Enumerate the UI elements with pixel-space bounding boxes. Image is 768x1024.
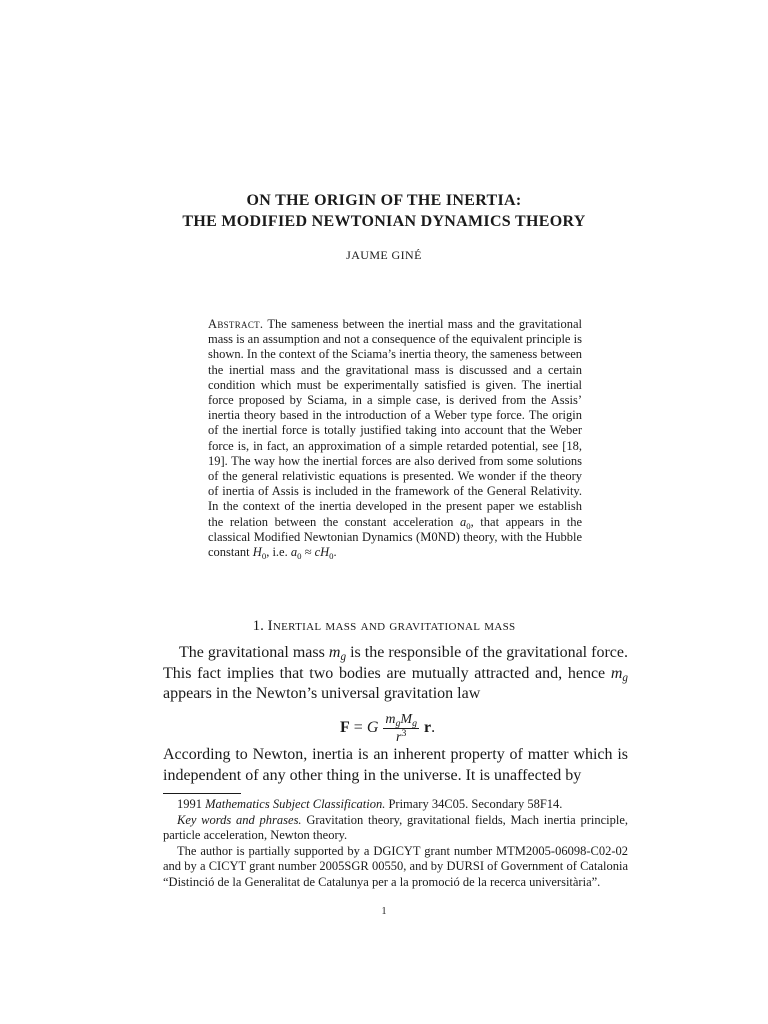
equation-fraction	[383, 712, 419, 745]
math-mg2-symbol: m	[610, 664, 623, 682]
title-line-2: THE MODIFIED NEWTONIAN DYNAMICS THEORY	[182, 213, 586, 230]
abstract-text-4: .	[333, 545, 337, 560]
footnotes	[163, 797, 628, 890]
math-relation-a: a	[290, 545, 298, 560]
body-paragraph-2: According to Newton, inertia is an inherent property of matter which is independent of any other thing in the universe. It is unaffected by	[163, 746, 628, 784]
footnote-msc-text: Primary 34C05. Secondary 58F14.	[385, 797, 563, 811]
section-number: 1.	[252, 618, 264, 634]
math-relation-a-subscript: 0	[297, 551, 302, 562]
math-relation-rest: ≈ cH	[301, 545, 330, 560]
paragraph1-text-3: appears in the Newton’s universal gravitation law	[163, 685, 481, 702]
math-a0-symbol: a	[459, 514, 467, 529]
footnote-msc-year: 1991	[177, 797, 206, 811]
section-title: Inertial mass and gravitational mass	[267, 618, 516, 634]
equation-exponent: 3	[401, 727, 407, 739]
math-relation-rest-subscript: 0	[329, 551, 334, 562]
paragraph1-text-1: The gravitational mass	[179, 644, 329, 661]
math-mg-symbol: m	[328, 644, 341, 661]
body-paragraph-1	[163, 643, 628, 705]
author-name: JAUME GINÉ	[346, 248, 422, 262]
equation-mg: m	[385, 711, 396, 727]
equation-period: .	[431, 719, 436, 736]
footnote-keywords-label: Key words and phrases.	[177, 812, 302, 827]
title-line-1: ON THE ORIGIN OF THE INERTIA:	[246, 192, 522, 209]
paragraph1-text-2: is the responsible of the gravitational force. This fact implies that two bodies are mutually attracted and, hence	[163, 644, 629, 682]
footnote-msc	[163, 797, 628, 813]
equation-numerator	[383, 712, 419, 729]
paper-title	[0, 190, 768, 232]
math-h0-subscript: 0	[261, 551, 267, 562]
equation-force-vector: F	[340, 719, 350, 736]
footnote-rule	[163, 793, 241, 794]
equation-r-vector: r	[423, 719, 432, 736]
abstract-text-2: , that appears in the classical Modified Newtonian Dynamics (M0ND) theory, with the Hubble constant	[208, 514, 582, 560]
section-heading	[0, 618, 768, 635]
footnote-msc-label: Mathematics Subject Classification.	[205, 797, 386, 811]
abstract-text-1: The sameness between the inertial mass and the gravitational mass is an assumption and not a consequence of the equivalent principle is shown. In the context of the Sciama’s inertia theory, the sameness between the inertial mass and the gravitational mass is discussed and a certain condition which must be experimentally satisfied is given. The inertial force proposed by Sciama, in a simple case, is derived from the Assis’ inertia theory based in the introduction of a Weber type force. The origin of the inertial force is totally justified taking into account that the Weber force is, in fact, an approximation of a simple retarded potential, see [18, 19]. The way how the inertial forces are also derived from some solutions of the general relativistic equations is presented. We wonder if the theory of inertia of Assis is included in the framework of the General Relativity. In the context of the inertia developed in the present paper we establish the relation between the constant acceleration	[208, 317, 582, 529]
footnote-keywords	[163, 813, 628, 844]
equation-mg-subscript: g	[395, 717, 401, 729]
equation-denominator	[396, 729, 406, 745]
equation-Mg: M	[400, 711, 413, 727]
equation-Mg-subscript: g	[412, 717, 417, 729]
equation-equals: =	[349, 719, 367, 736]
equation-r: r	[396, 729, 402, 745]
page-number: 1	[381, 906, 387, 917]
math-a0-subscript: 0	[466, 520, 471, 531]
math-mg2-subscript: g	[622, 671, 628, 684]
equation-gravitational-constant: G	[366, 719, 379, 736]
footnote-keywords-text: Gravitation theory, gravitational fields, Mach inertia principle, particle acceleration, Newton theory.	[163, 812, 628, 842]
footnote-support	[163, 844, 628, 891]
footnote-support-text: The author is partially supported by a DGICYT grant number MTM2005-06098-C02-02 and by a CICYT grant number 2005SGR 00550, and by DURSI of Government of Catalonia “Distinció de la Generalitat de Catalunya per a la promoció de la recerca universitària”.	[163, 843, 628, 889]
math-mg-subscript: g	[340, 651, 347, 663]
math-h0-symbol: H	[252, 545, 262, 560]
abstract-text-3: , i.e.	[266, 545, 291, 560]
abstract	[208, 317, 582, 560]
abstract-label: Abstract.	[208, 317, 264, 331]
